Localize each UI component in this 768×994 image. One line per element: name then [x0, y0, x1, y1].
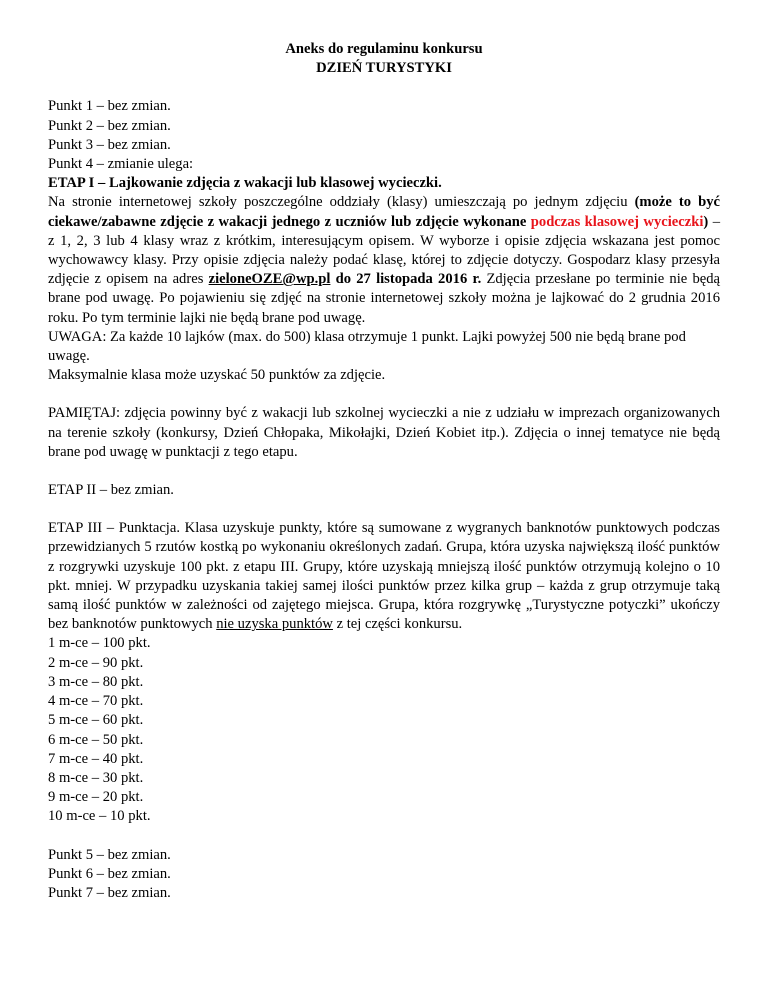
etap1-max: Maksymalnie klasa może uzyskać 50 punktów za zdjęcie. [48, 367, 386, 384]
etap1-pamietaj: PAMIĘTAJ: zdjęcia powinny być z wakacji lub szkolnej wycieczki a nie z udziału w imprezach organizowanych na terenie szkoły (konkursy, Dzień Chłopaka, Mikołajki, Dzień Kobiet itp.). Zdjęcia o innej tematyce nie będą brane pod uwagę w punktacji z tego etapu. [48, 405, 720, 460]
ranking-item: 7 m-ce – 40 pkt. [48, 750, 144, 767]
ranking-item: 10 m-ce – 10 pkt. [48, 808, 151, 825]
etap1-text-red: podczas klasowej wycieczki [530, 213, 704, 230]
document-subtitle: DZIEŃ TURYSTYKI [316, 60, 452, 77]
point-5: Punkt 5 – bez zmian. [48, 846, 171, 863]
etap1-label: ETAP I [48, 175, 95, 192]
email-link[interactable]: zieloneOZE@wp.pl [208, 271, 331, 288]
ranking-item: 4 m-ce – 70 pkt. [48, 693, 144, 710]
etap1-text-a: Na stronie internetowej szkoły poszczególne oddziały (klasy) umieszczają po jednym zdjęciu [48, 194, 635, 211]
spacer [48, 385, 720, 404]
points-outro [48, 846, 720, 904]
ranking-item: 1 m-ce – 100 pkt. [48, 635, 151, 652]
etap1-title: – Lajkowanie zdjęcia z wakacji lub klasowej wycieczki. [94, 175, 442, 192]
document-header [48, 40, 720, 78]
point-6: Punkt 6 – bez zmian. [48, 865, 171, 882]
point-7: Punkt 7 – bez zmian. [48, 884, 171, 901]
ranking-item: 8 m-ce – 30 pkt. [48, 769, 144, 786]
point-4: Punkt 4 – zmianie ulega: [48, 156, 194, 173]
point-1: Punkt 1 – bez zmian. [48, 98, 171, 115]
spacer [48, 500, 720, 519]
etap1-text-bold: (może to być ciekawe/zabawne zdjęcie z wakacji jednego z uczniów lub zdjęcie wykonane [48, 194, 720, 230]
spacer [48, 827, 720, 846]
etap1-deadline: do 27 listopada 2016 r. [330, 271, 482, 288]
etap1-text-b: – z 1, 2, 3 lub 4 klasy wraz z krótkim, interesującym opisem. W wyborze i opisie zdjęcia wskazana jest pomoc wychowawcy klasy. Przy opisie zdjęcia należy podać klasę, której to zdjęcie dotyczy. Gospodarz klasy przesyła zdjęcie z opisem na adres [48, 213, 720, 288]
etap1-text-bold-close: ) [703, 213, 709, 230]
etap1-text-c: Zdjęcia przesłane po terminie nie będą brane pod uwagę. Po pojawieniu się zdjęć na stronie internetowej szkoły można je lajkować do 2 grudnia 2016 roku. Po tym terminie lajki nie będą brane pod uwagę. [48, 271, 720, 326]
etap3-text-b: z tej części konkursu. [332, 616, 463, 633]
point-2: Punkt 2 – bez zmian. [48, 117, 171, 134]
etap1-heading [48, 174, 720, 193]
spacer [48, 462, 720, 481]
etap1-uwaga: UWAGA: Za każde 10 lajków (max. do 500) klasa otrzymuje 1 punkt. Lajki powyżej 500 nie będą brane pod uwagę. [48, 328, 686, 365]
etap1-description [48, 193, 720, 327]
etap3-description [48, 519, 720, 634]
points-intro [48, 97, 720, 174]
document-page [48, 40, 720, 903]
ranking-list [48, 634, 720, 826]
etap3-text-a: ETAP III – Punktacja. Klasa uzyskuje punkty, które są sumowane z wygranych banknotów punktowych podczas przewidzianych 5 rzutów kostką po wykonaniu określonych zadań. Grupa, która uzyska największą ilość punktów z rozgrywki uzyskuje 100 pkt. z etapu III. Grupy, które uzyskają mniejszą ilość punktów otrzymują kolejno o 10 pkt. mniej. W przypadku uzyskania takiej samej ilości punktów przez kilka grup – każda z grup otrzymuje taką samą ilość punktów w zależności od zajętego miejsca. Grupa, która rozgrywkę „Turystyczne potyczki” ukończy bez banknotów punktowych [48, 520, 720, 633]
ranking-item: 9 m-ce – 20 pkt. [48, 789, 144, 806]
document-title: Aneks do regulaminu konkursu [285, 41, 483, 57]
ranking-item: 2 m-ce – 90 pkt. [48, 654, 144, 671]
etap2-text: ETAP II – bez zmian. [48, 482, 174, 499]
ranking-item: 3 m-ce – 80 pkt. [48, 673, 144, 690]
etap3-text-underline: nie uzyska punktów [216, 616, 333, 633]
ranking-item: 5 m-ce – 60 pkt. [48, 712, 144, 729]
ranking-item: 6 m-ce – 50 pkt. [48, 731, 144, 748]
point-3: Punkt 3 – bez zmian. [48, 136, 171, 153]
